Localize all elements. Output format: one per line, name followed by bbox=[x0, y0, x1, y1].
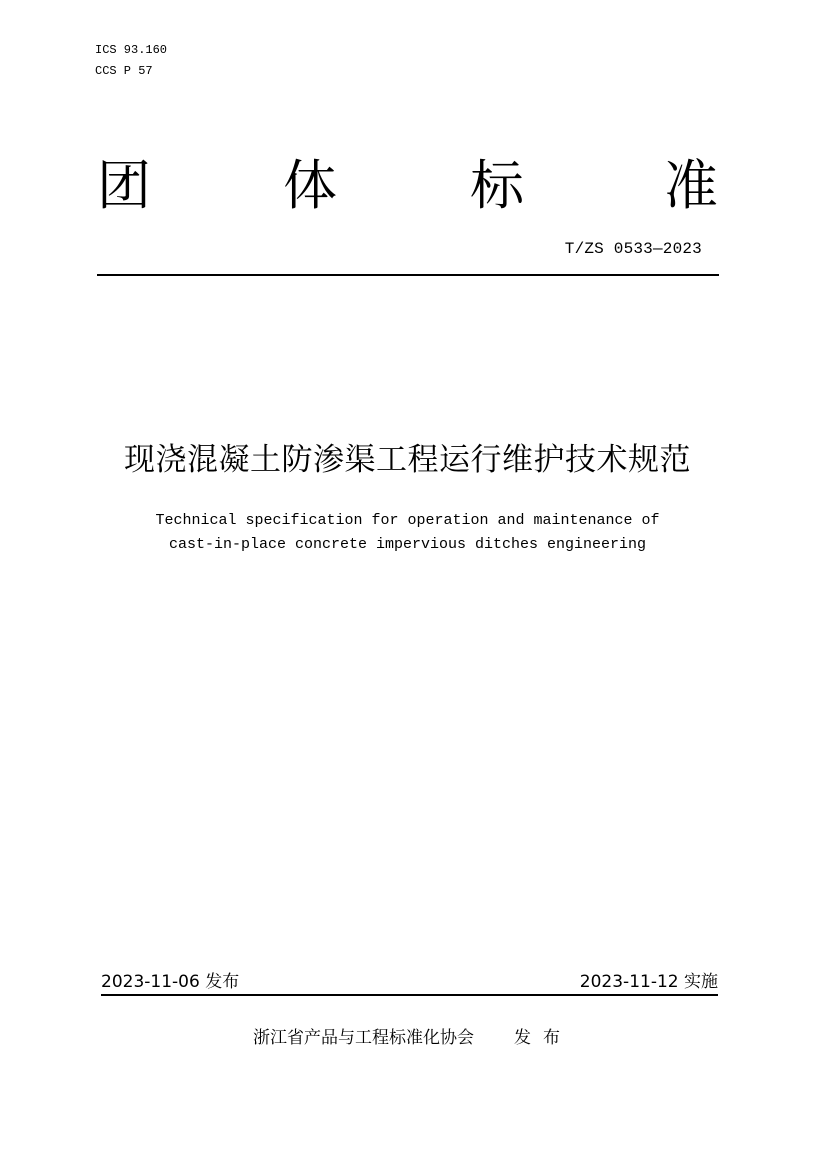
document-title-cn: 现浇混凝土防渗渠工程运行维护技术规范 bbox=[124, 442, 691, 478]
heading-char-1: 团 bbox=[97, 154, 151, 217]
heading-char-4: 准 bbox=[664, 154, 718, 217]
title-en-line-2: cast-in-place concrete impervious ditches engineering bbox=[168, 536, 647, 553]
standard-number: T/ZS 0533—2023 bbox=[564, 240, 702, 258]
implement-date: 2023-11-12 实施 bbox=[579, 972, 718, 992]
issuer-line bbox=[253, 1026, 572, 1050]
publish-date: 2023-11-06 发布 bbox=[101, 972, 240, 992]
top-divider bbox=[97, 274, 719, 276]
ccs-code: CCS P 57 bbox=[95, 64, 153, 78]
bottom-divider bbox=[101, 994, 718, 996]
document-title-en bbox=[0, 509, 815, 557]
heading-char-2: 体 bbox=[283, 154, 337, 217]
title-en-line-1: Technical specification for operation and maintenance of bbox=[155, 512, 660, 529]
issuer-action: 发布 bbox=[514, 1028, 572, 1048]
heading-char-3: 标 bbox=[470, 154, 524, 217]
classification-codes bbox=[95, 40, 167, 82]
issuer-name: 浙江省产品与工程标准化协会 bbox=[253, 1028, 474, 1048]
ics-code: ICS 93.160 bbox=[95, 43, 168, 57]
